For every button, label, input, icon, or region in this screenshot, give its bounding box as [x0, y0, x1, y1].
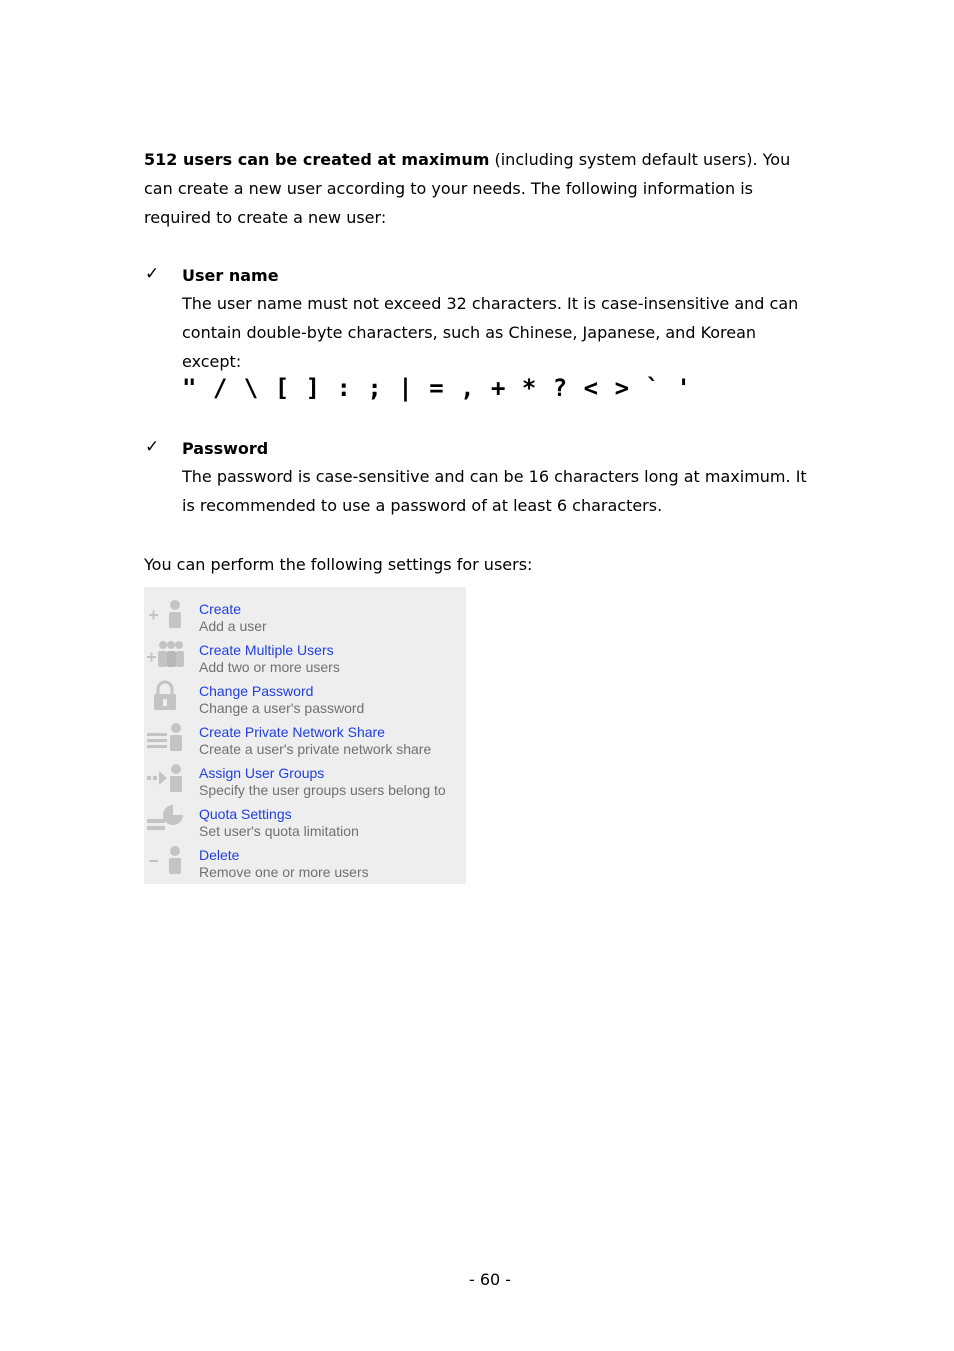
menu-item-assign-user-groups[interactable]	[144, 756, 466, 797]
menu-item-desc: Create a user's private network share	[199, 741, 432, 757]
menu-item-label[interactable]: Delete	[199, 847, 240, 863]
lock-icon	[146, 680, 186, 712]
user-name-title: User name	[182, 266, 279, 285]
add-user-icon	[146, 598, 186, 630]
forbidden-characters: " / \ [ ] : ; | = , + * ? < > ` '	[182, 374, 692, 402]
menu-item-desc: Add two or more users	[199, 659, 340, 675]
remove-user-icon	[146, 844, 186, 876]
intro-paragraph	[144, 145, 814, 232]
menu-item-label[interactable]: Create	[199, 601, 242, 617]
settings-intro: You can perform the following settings for users:	[144, 555, 533, 574]
check-icon: ✓	[145, 437, 160, 457]
menu-item-create[interactable]	[144, 592, 466, 633]
menu-item-desc: Remove one or more users	[199, 864, 369, 880]
menu-item-create-private-network-share[interactable]	[144, 715, 466, 756]
password-title: Password	[182, 439, 269, 458]
menu-item-desc: Specify the user groups users belong to	[199, 782, 446, 798]
menu-item-label[interactable]: Quota Settings	[199, 806, 292, 822]
menu-item-desc: Add a user	[199, 618, 267, 634]
menu-item-delete[interactable]	[144, 838, 466, 879]
menu-item-label[interactable]: Assign User Groups	[199, 765, 325, 781]
menu-item-quota-settings[interactable]	[144, 797, 466, 838]
check-icon: ✓	[145, 264, 160, 284]
password-body: The password is case-sensitive and can be 16 characters long at maximum. It is recommended to use a password of at least 6 characters.	[182, 467, 807, 515]
page-number: - 60 -	[468, 1270, 512, 1289]
menu-item-create-multiple-users[interactable]	[144, 633, 466, 674]
menu-item-desc: Change a user's password	[199, 700, 365, 716]
network-share-user-icon	[146, 721, 186, 753]
user-name-body: The user name must not exceed 32 characters. It is case-insensitive and can contain double-byte characters, such as Chinese, Japanese, and Korean except:	[182, 294, 799, 371]
user-actions-panel	[144, 587, 466, 884]
quota-pie-icon	[146, 803, 186, 835]
intro-rest: (including system default users). You can create a new user according to your needs. The following information is required to create a new user:	[144, 150, 791, 227]
assign-group-icon	[146, 762, 186, 794]
intro-bold: 512 users can be created at maximum	[144, 150, 490, 169]
menu-item-label[interactable]: Create Private Network Share	[199, 724, 385, 740]
add-multiple-users-icon	[146, 639, 186, 671]
menu-item-label[interactable]: Change Password	[199, 683, 314, 699]
menu-item-change-password[interactable]	[144, 674, 466, 715]
menu-item-label[interactable]: Create Multiple Users	[199, 642, 334, 658]
menu-item-desc: Set user's quota limitation	[199, 823, 359, 839]
